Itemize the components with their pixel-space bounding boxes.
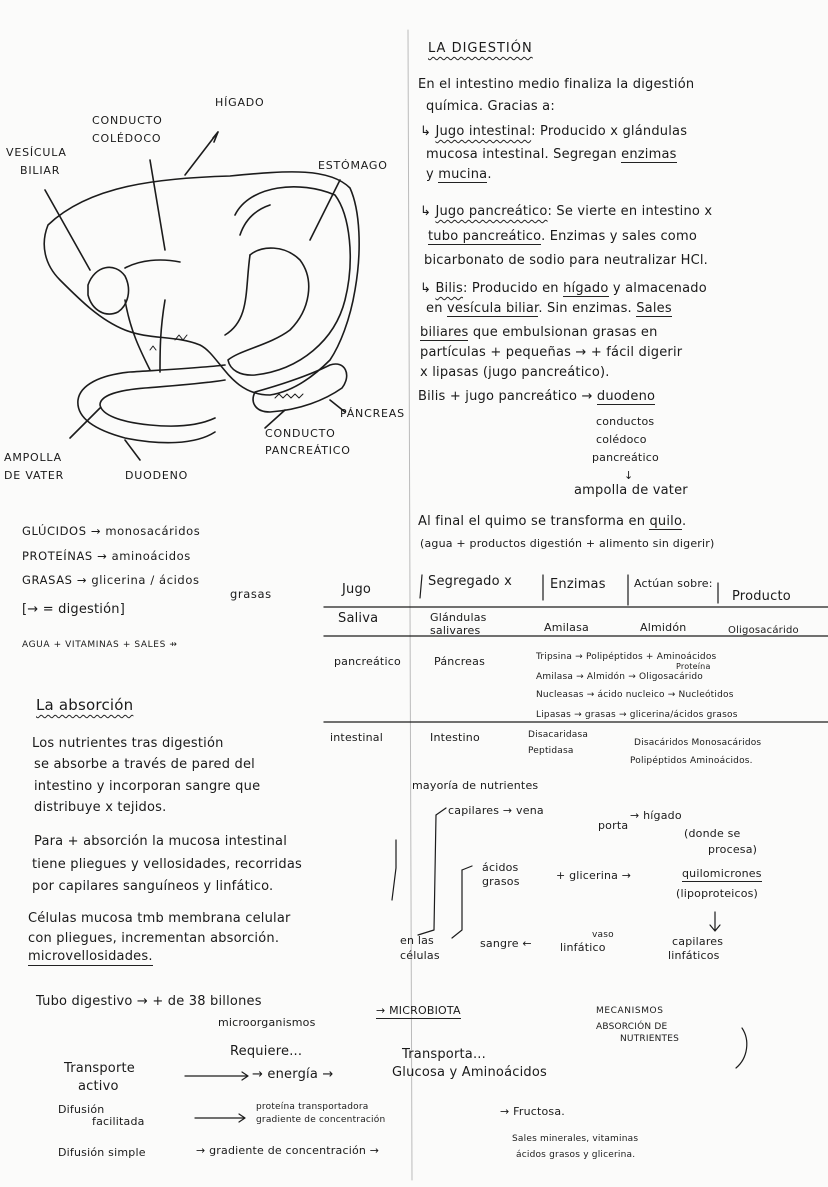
label-conducto-coledoco: CONDUCTO <box>92 114 163 127</box>
table-header-enzimas: Enzimas <box>550 577 606 592</box>
row3-c2: ácidos grasos y glicerina. <box>516 1150 636 1160</box>
pancreatico-jugo: pancreático <box>334 655 401 668</box>
summary-grasas: GRASAS → glicerina / ácidos <box>22 573 200 587</box>
bilis-line3: biliares que embulsionan grasas en <box>420 325 658 340</box>
label-ampolla-2: DE VATER <box>4 469 65 482</box>
sangre: sangre ← <box>480 937 532 950</box>
row2-c: → Fructosa. <box>500 1105 565 1118</box>
jugo-intestinal-line1: ↳ Jugo intestinal: Producido x glándulas <box>420 124 688 139</box>
transporta: Transporta... <box>402 1047 486 1062</box>
lipoproteicos: (lipoproteicos) <box>676 887 759 900</box>
absorcion-p3-1: Células mucosa tmb membrana celular <box>28 911 291 926</box>
jugo-intestinal-line2: mucosa intestinal. Segregan enzimas <box>426 147 677 162</box>
pancreatico-seg: Páncreas <box>434 655 486 668</box>
absorcion-p2-3: por capilares sanguíneos y linfático. <box>32 879 274 894</box>
label-conducto-pancreatico: CONDUCTO <box>265 427 336 440</box>
pancreatico-r1: Tripsina → Polipéptidos + Aminoácidos <box>536 652 717 662</box>
jugo-pancreatico-line3: bicarbonato de sodio para neutralizar HCl. <box>424 253 709 268</box>
absorcion-p2-2: tiene pliegues y vellosidades, recorridas <box>32 857 302 872</box>
celulas: células <box>400 949 440 962</box>
grasos: grasos <box>482 875 520 888</box>
intestinal-r2b: Polipéptidos Aminoácidos. <box>630 756 753 766</box>
saliva-seg-1: Glándulas <box>430 611 487 624</box>
intestinal-jugo: intestinal <box>330 731 383 744</box>
intestinal-r1b: Disacáridos Monosacáridos <box>634 738 762 748</box>
tubo-digestivo: Tubo digestivo → + de 38 billones <box>36 994 262 1009</box>
saliva-sobre: Almidón <box>640 621 687 634</box>
mecanismos-2: ABSORCIÓN DE <box>596 1022 668 1032</box>
absorcion-p1-3: intestino y incorporan sangre que <box>34 779 261 794</box>
absorcion-p3-3: microvellosidades. <box>28 949 153 964</box>
gallbladder-outline <box>88 267 129 314</box>
jugo-intestinal-term: Jugo intestinal <box>435 124 532 139</box>
microbiota-label: → MICROBIOTA <box>376 1004 461 1017</box>
label-higado: HÍGADO <box>215 96 265 109</box>
bilis-line4: partículas + pequeñas → + fácil digerir <box>420 345 683 360</box>
linfatico: linfático <box>560 941 606 954</box>
bilis-line2: en vesícula biliar. Sin enzimas. Sales <box>426 301 672 316</box>
intestinal-r1a: Disacaridasa <box>528 730 589 740</box>
summary-glucidos: GLÚCIDOS → monosacáridos <box>22 524 201 538</box>
pancreas-outline <box>253 364 347 412</box>
row1-a1: Transporte <box>64 1061 135 1076</box>
label-vesicula-2: BILIAR <box>20 164 61 177</box>
digestion-intro-2: química. Gracias a: <box>426 99 555 114</box>
row1-c: Glucosa y Aminoácidos <box>392 1065 547 1080</box>
row3-a1: Difusión simple <box>58 1146 146 1159</box>
saliva-jugo: Saliva <box>338 611 379 626</box>
mecanismos-1: MECANISMOS <box>596 1006 664 1016</box>
label-estomago: ESTÓMAGO <box>318 159 388 172</box>
porta: porta <box>598 819 629 832</box>
row2-b2: gradiente de concentración <box>256 1115 386 1125</box>
flow-start: Bilis + jugo pancreático → duodeno <box>418 389 656 404</box>
label-conducto-coledoco-2: COLÉDOCO <box>92 132 162 145</box>
row1-a2: activo <box>78 1079 119 1094</box>
label-pancreas: PÁNCREAS <box>340 407 405 420</box>
absorcion-title: La absorción <box>36 696 134 714</box>
summary-grasas-2: grasas <box>230 587 272 601</box>
donde-se: (donde se <box>684 827 741 840</box>
intestinal-seg: Intestino <box>430 731 480 744</box>
label-conducto-pancreatico-2: PANCREÁTICO <box>265 444 351 457</box>
capilares-linf-1: capilares <box>672 935 724 948</box>
acidos: ácidos <box>482 861 519 874</box>
row3-b: → gradiente de concentración → <box>196 1144 380 1157</box>
mecanismos-3: NUTRIENTES <box>620 1034 680 1044</box>
digestion-title: LA DIGESTIÓN <box>428 41 533 56</box>
jugo-pancreatico-line2: tubo pancreático. Enzimas y sales como <box>428 229 697 244</box>
summary-water: AGUA + VITAMINAS + SALES ⇸ <box>22 640 178 650</box>
bilis-line5: x lipasas (jugo pancreático). <box>420 365 610 380</box>
capilares-linf-2: linfáticos <box>668 949 720 962</box>
jugo-pancreatico-line1: ↳ Jugo pancreático: Se vierte en intestino x <box>420 204 713 219</box>
pancreatico-r2: Amilasa → Almidón → Oligosacárido <box>536 672 704 682</box>
intestinal-r2a: Peptidasa <box>528 746 574 756</box>
summary-proteinas: PROTEÍNAS → aminoácidos <box>22 549 191 563</box>
table-header-actuan: Actúan sobre: <box>634 577 713 590</box>
flow-pancreatico: pancreático <box>592 451 659 464</box>
bilis-line1: ↳ Bilis: Producido en hígado y almacenado <box>420 281 707 296</box>
row2-a2: facilitada <box>92 1115 145 1128</box>
label-ampolla: AMPOLLA <box>4 451 62 464</box>
mayoria-nutrientes: mayoría de nutrientes <box>412 779 539 792</box>
digestion-intro-1: En el intestino medio finaliza la digestión <box>418 77 695 92</box>
label-duodeno: DUODENO <box>125 469 189 482</box>
pancreatico-r1-sub: Proteína <box>676 662 711 671</box>
flow-conductos: conductos <box>596 415 655 428</box>
table-header-segregado: Segregado x <box>428 574 513 589</box>
saliva-enzima: Amilasa <box>544 621 589 634</box>
absorcion-p1-1: Los nutrientes tras digestión <box>32 736 224 751</box>
row2-a1: Difusión <box>58 1103 105 1116</box>
absorcion-p3-2: con pliegues, incrementan absorción. <box>28 931 280 946</box>
en-las: en las <box>400 934 434 947</box>
flow-down-arrow: ↓ <box>624 469 634 482</box>
vaso: vaso <box>592 930 614 940</box>
pancreatico-r4: Lipasas → grasas → glicerina/ácidos grasos <box>536 710 738 720</box>
procesa: procesa) <box>708 843 758 856</box>
requiere: Requiere... <box>230 1044 303 1059</box>
higado-arrow: → hígado <box>630 809 682 822</box>
saliva-seg-2: salivares <box>430 624 481 637</box>
liver-outline <box>44 172 359 395</box>
glicerina-arrow: + glicerina → <box>556 869 632 882</box>
label-vesicula: VESÍCULA <box>6 146 67 159</box>
microorganismos: microorganismos <box>218 1016 316 1029</box>
absorcion-p2-1: Para + absorción la mucosa intestinal <box>34 834 288 849</box>
table-header-jugo: Jugo <box>342 582 372 597</box>
summary-legend: [→ = digestión] <box>22 602 125 617</box>
table-header-producto: Producto <box>732 589 791 604</box>
flow-ampolla: ampolla de vater <box>574 483 688 498</box>
row2-b1: proteína transportadora <box>256 1102 369 1112</box>
absorcion-p1-4: distribuye x tejidos. <box>34 800 167 815</box>
flow-coledoco: colédoco <box>596 433 647 446</box>
stomach-outline <box>228 187 350 375</box>
absorcion-p1-2: se absorbe a través de pared del <box>34 757 255 772</box>
capilares-vena: capilares → vena <box>448 804 544 817</box>
quilo-line2: (agua + productos digestión + alimento sin digerir) <box>420 537 715 550</box>
pancreatico-r3: Nucleasas → ácido nucleico → Nucleótidos <box>536 690 734 700</box>
saliva-producto: Oligosacárido <box>728 625 799 636</box>
quilomicrones: quilomicrones <box>682 867 762 880</box>
row3-c1: Sales minerales, vitaminas <box>512 1134 639 1144</box>
quilo-line1: Al final el quimo se transforma en quilo. <box>418 514 687 529</box>
jugo-intestinal-line3: y mucina. <box>426 167 492 182</box>
row1-b: → energía → <box>252 1067 334 1082</box>
